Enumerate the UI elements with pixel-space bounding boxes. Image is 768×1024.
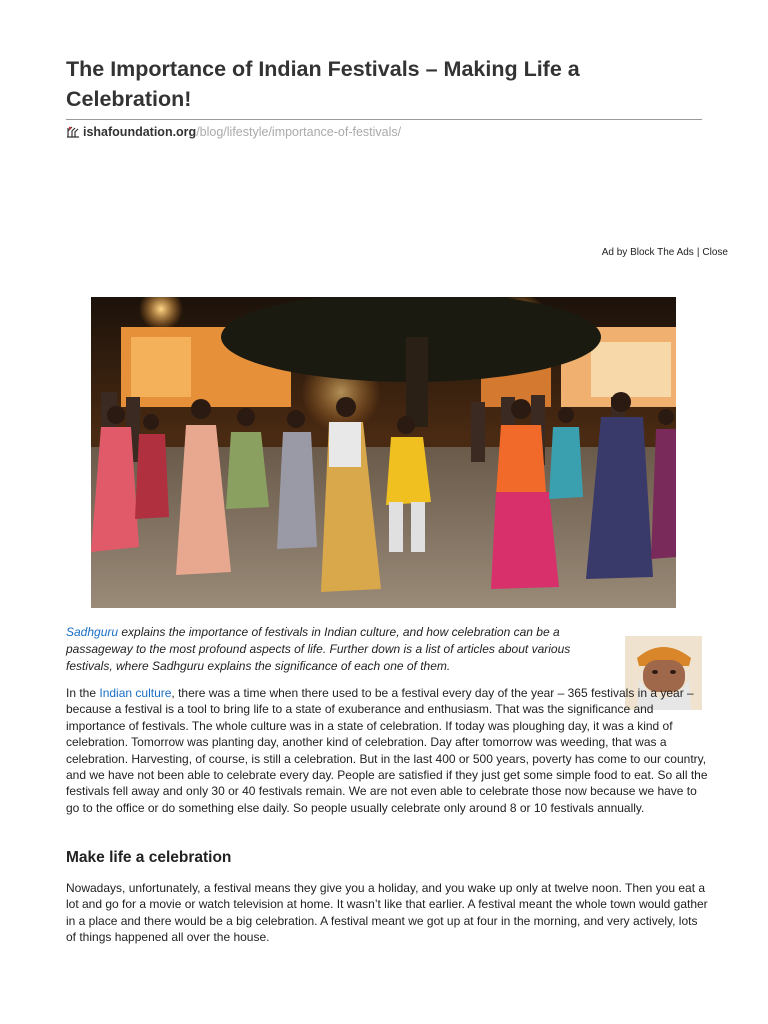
body-paragraph-1	[66, 685, 710, 816]
isha-logo-icon	[66, 125, 80, 138]
ad-notice	[602, 247, 728, 258]
title-divider	[66, 119, 702, 120]
intro-text: explains the importance of festivals in Indian culture, and how celebration can be a passageway to the most profound aspects of life. Further down is a list of articles about various festivals, where Sadhguru explains the significance of each one of them.	[66, 625, 571, 673]
indian-culture-link[interactable]: Indian culture	[99, 686, 172, 700]
body-paragraph-2: Nowadays, unfortunately, a festival means they give you a holiday, and you wake up only at twelve noon. Then you eat a lot and go for a movie or watch television at home. It wasn’t like that earlier. A festival meant the whole town would gather in a place and there would be a big celebration. A festival meant we got up at four in the morning, and very actively, lots of things happened all over the house.	[66, 881, 708, 945]
paragraph-1-text: , there was a time when there used to be a festival every day of the year – 365 festivals in a year – because a festival is a tool to bring life to a state of exuberance and enthusiasm. That was the significance and importance of festivals. The whole culture was in a state of celebration. If today was ploughing day, it was a kind of celebration. Tomorrow was planting day, another kind of celebration. Day after tomorrow was weeding, that was a celebration. Harvesting, of course, is still a celebration. But in the last 400 or 500 years, poverty has come to our country, and we have not been able to celebrate every day. People are satisfied if they just get some simple food to eat. So all the festivals fell away and only 30 or 40 festivals remain. We are not even able to celebrate those now because we have to go to the office or do something else daily. So people usually celebrate only around 8 or 10 festivals annually.	[66, 686, 708, 815]
source-line	[66, 124, 401, 140]
source-path: /blog/lifestyle/importance-of-festivals/	[196, 125, 402, 139]
ad-close-button[interactable]: Close	[702, 247, 728, 258]
ad-separator: |	[696, 247, 700, 258]
sadhguru-link[interactable]: Sadhguru	[66, 625, 119, 639]
intro-paragraph	[66, 624, 611, 675]
ad-label[interactable]: Ad by Block The Ads	[601, 247, 694, 258]
paragraph-1-lead: In the	[66, 686, 100, 700]
hero-image	[91, 297, 676, 608]
source-domain-link[interactable]: ishafoundation.org	[83, 125, 197, 139]
article-title: The Importance of Indian Festivals – Making Life a Celebration!	[66, 57, 580, 111]
section-heading: Make life a celebration	[66, 849, 232, 866]
